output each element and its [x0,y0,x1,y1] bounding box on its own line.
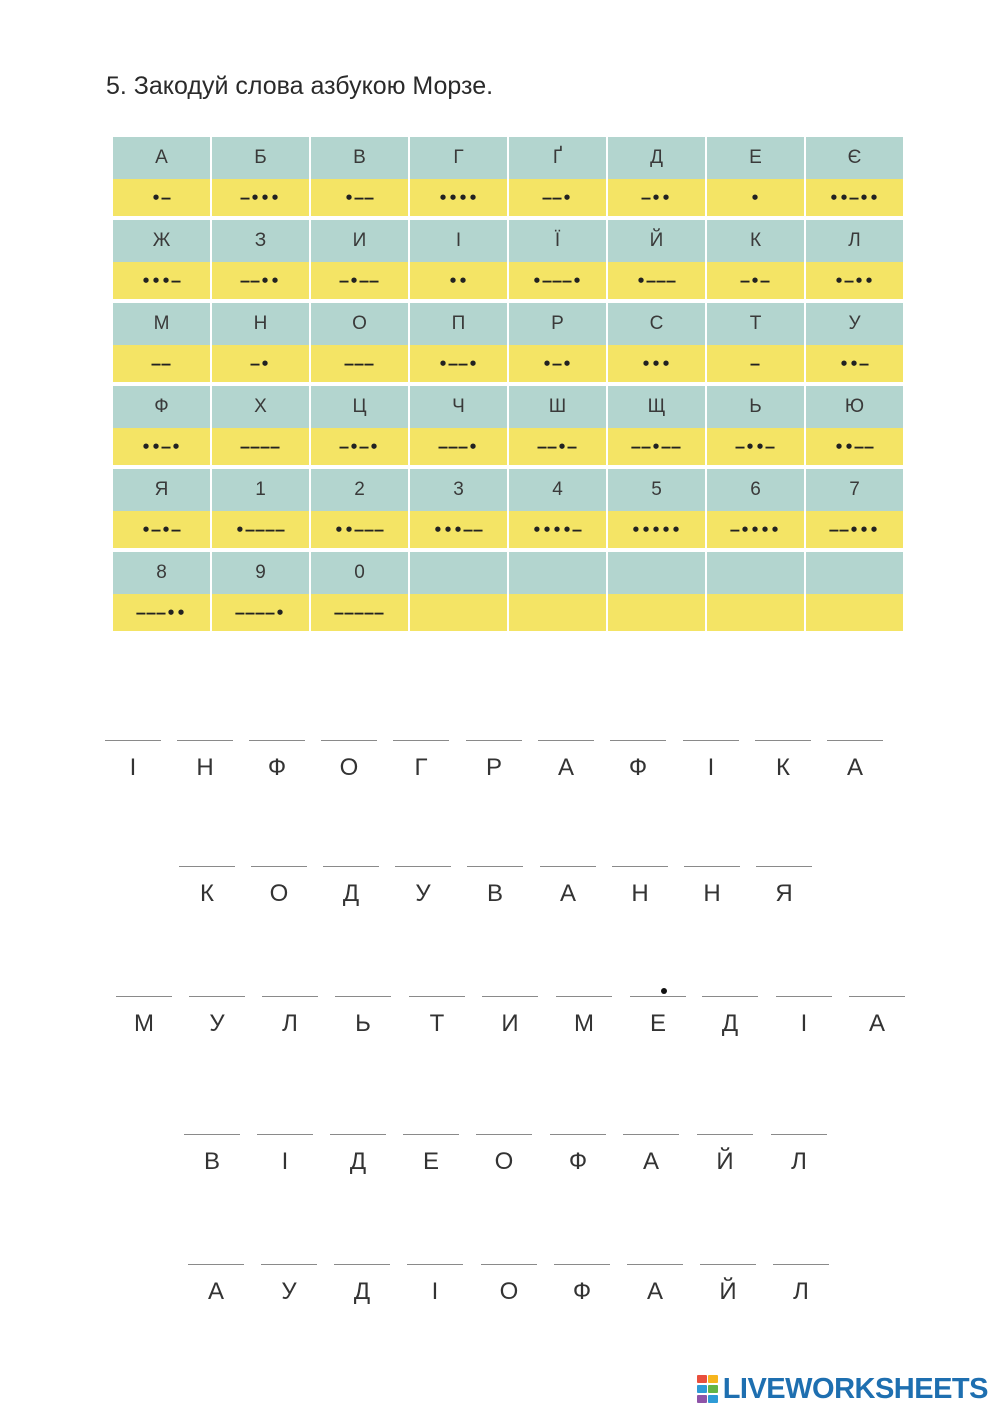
word-letter: І [281,1148,289,1175]
answer-blank[interactable] [684,866,740,867]
answer-blank[interactable] [179,866,235,867]
letter-cell [249,740,305,800]
letter-cell [105,740,161,800]
e-stress-dot [661,988,667,994]
word-letter: Н [703,880,721,907]
answer-blank[interactable] [612,866,668,867]
word-letter: І [431,1278,439,1305]
morse-code-cell: –• [211,345,310,384]
morse-letter-cell: 9 [211,550,310,594]
morse-code-cell: •• [409,262,508,301]
answer-blank[interactable] [407,1264,463,1265]
morse-code-cell: ––•–– [607,428,706,467]
task-title: 5. Закодуй слова азбукою Морзе. [106,72,494,100]
morse-letter-cell: Ь [706,384,805,428]
answer-blank[interactable] [116,996,172,997]
word-letter: У [281,1278,297,1305]
word-row [0,996,1000,1056]
morse-letter-cell: Ф [112,384,211,428]
answer-blank[interactable] [550,1134,606,1135]
letter-cell [700,1264,756,1324]
word-letter: Ф [572,1278,592,1305]
answer-blank[interactable] [251,866,307,867]
letter-cell [407,1264,463,1324]
word-letter: Е [649,1010,666,1037]
letter-cell [116,996,172,1056]
morse-letter-cell: 7 [805,467,904,511]
morse-code-cell: •–– [310,179,409,218]
word-letter: І [129,754,137,781]
morse-letter-cell [508,550,607,594]
liveworksheets-logo [697,1372,988,1406]
morse-code-row [112,179,904,218]
answer-blank[interactable] [321,740,377,741]
word-letter: Р [485,754,502,781]
morse-letter-row [112,550,904,594]
answer-blank[interactable] [403,1134,459,1135]
morse-letter-cell: 4 [508,467,607,511]
letter-cell [550,1134,606,1194]
morse-code-cell: ––•• [211,262,310,301]
morse-letter-cell: К [706,218,805,262]
letter-cell [334,1264,390,1324]
word-letter: О [494,1148,514,1175]
morse-code-cell: •••• [409,179,508,218]
morse-letter-row [112,301,904,345]
morse-code-cell [706,594,805,633]
answer-blank[interactable] [323,866,379,867]
word-letter: Я [775,880,793,907]
answer-blank[interactable] [257,1134,313,1135]
word-letter: К [200,880,214,907]
morse-letter-row [112,137,904,179]
word-letter: О [499,1278,519,1305]
letter-cell [756,866,812,926]
morse-letter-cell: 0 [310,550,409,594]
letter-cell [409,996,465,1056]
word-letter: І [707,754,715,781]
morse-code-cell: ••–•• [805,179,904,218]
answer-blank[interactable] [827,740,883,741]
letter-cell [323,866,379,926]
letter-cell [403,1134,459,1194]
letter-cell [330,1134,386,1194]
word-row [0,1264,1000,1324]
answer-blank[interactable] [771,1134,827,1135]
morse-letter-cell: С [607,301,706,345]
letter-cell [393,740,449,800]
answer-blank[interactable] [409,996,465,997]
letter-cell [179,866,235,926]
letter-cell [612,866,668,926]
answer-blank[interactable] [623,1134,679,1135]
morse-code-cell: •––– [607,262,706,301]
letter-cell [623,1134,679,1194]
letter-cell [481,1264,537,1324]
word-letter: Л [793,1278,809,1305]
word-letter: В [486,880,503,907]
morse-letter-cell: Ї [508,218,607,262]
morse-letter-cell: Я [112,467,211,511]
morse-letter-row [112,384,904,428]
morse-letter-cell: Ж [112,218,211,262]
morse-letter-cell: Ч [409,384,508,428]
morse-letter-cell: 1 [211,467,310,511]
morse-code-cell: ••••– [508,511,607,550]
letter-cell [188,1264,244,1324]
morse-code-cell: •••–– [409,511,508,550]
morse-code-cell: –– [112,345,211,384]
word-letter: К [776,754,790,781]
answer-blank[interactable] [554,1264,610,1265]
morse-code-cell: –•– [706,262,805,301]
answer-blank[interactable] [630,996,686,997]
letter-cell [773,1264,829,1324]
morse-code-cell [607,594,706,633]
word-letter: М [574,1010,594,1037]
word-letter: Г [414,754,428,781]
word-letter: Д [721,1010,739,1037]
answer-blank[interactable] [334,1264,390,1265]
letter-cell [321,740,377,800]
answer-blank[interactable] [105,740,161,741]
morse-letter-cell: О [310,301,409,345]
morse-code-cell: –––•• [112,594,211,633]
word-letter: В [203,1148,220,1175]
morse-letter-cell: Е [706,137,805,179]
word-letter: И [501,1010,519,1037]
morse-code-cell: ••––– [310,511,409,550]
morse-letter-cell: Р [508,301,607,345]
letter-cell [177,740,233,800]
morse-letter-cell: І [409,218,508,262]
answer-blank[interactable] [697,1134,753,1135]
word-letter: А [646,1278,663,1305]
morse-letter-cell: 3 [409,467,508,511]
letter-cell [262,996,318,1056]
morse-code-cell: –•••• [706,511,805,550]
morse-letter-cell: 6 [706,467,805,511]
word-letter: Д [349,1148,367,1175]
answer-blank[interactable] [261,1264,317,1265]
morse-code-table [111,137,904,635]
letter-cell [189,996,245,1056]
letter-cell [630,996,686,1056]
word-letter: А [846,754,863,781]
letter-cell [251,866,307,926]
letter-cell [335,996,391,1056]
answer-blank[interactable] [249,740,305,741]
letter-cell [627,1264,683,1324]
morse-code-cell: •–––• [508,262,607,301]
answer-blank[interactable] [262,996,318,997]
morse-code-cell [805,594,904,633]
morse-code-cell: –••• [211,179,310,218]
morse-code-cell: •––• [409,345,508,384]
word-letter: Е [422,1148,439,1175]
morse-code-cell: –•–– [310,262,409,301]
morse-letter-cell: Д [607,137,706,179]
letter-cell [827,740,883,800]
word-letter: Д [353,1278,371,1305]
morse-letter-cell: Т [706,301,805,345]
answer-blank[interactable] [393,740,449,741]
letter-cell [755,740,811,800]
word-letter: Й [719,1278,737,1305]
answer-blank[interactable] [466,740,522,741]
word-letter: А [557,754,574,781]
letter-cell [556,996,612,1056]
letter-cell [395,866,451,926]
answer-blank[interactable] [776,996,832,997]
answer-blank[interactable] [330,1134,386,1135]
letter-cell [261,1264,317,1324]
morse-letter-cell: Б [211,137,310,179]
morse-code-row [112,262,904,301]
answer-blank[interactable] [177,740,233,741]
morse-code-cell: ••• [607,345,706,384]
liveworksheets-logo-text: LIVEWORKSHEETS [722,1372,988,1405]
morse-code-cell: ––––– [310,594,409,633]
word-letter: А [868,1010,885,1037]
morse-letter-cell [409,550,508,594]
word-letter: А [207,1278,224,1305]
morse-code-cell: •–•• [805,262,904,301]
morse-code-cell: •–• [508,345,607,384]
morse-code-cell [409,594,508,633]
morse-letter-cell: П [409,301,508,345]
morse-letter-cell: Г [409,137,508,179]
word-letter: О [269,880,289,907]
letter-cell [467,866,523,926]
answer-blank[interactable] [773,1264,829,1265]
morse-code-cell: ••– [805,345,904,384]
morse-code-cell: ––•– [508,428,607,467]
morse-letter-row [112,218,904,262]
morse-code-cell: ••••• [607,511,706,550]
morse-code-row [112,428,904,467]
answer-blank[interactable] [482,996,538,997]
letter-cell [702,996,758,1056]
morse-code-cell: •••– [112,262,211,301]
word-row [0,1134,1000,1194]
morse-code-row [112,511,904,550]
word-letter: Л [791,1148,807,1175]
word-letter: О [339,754,359,781]
morse-code-cell: –•–• [310,428,409,467]
morse-letter-cell: А [112,137,211,179]
word-letter: А [559,880,576,907]
answer-blank[interactable] [188,1264,244,1265]
letter-cell [540,866,596,926]
answer-blank[interactable] [538,740,594,741]
letter-cell [482,996,538,1056]
word-letter: Ф [267,754,287,781]
morse-letter-cell: М [112,301,211,345]
morse-code-cell: •–•– [112,511,211,550]
letter-cell [684,866,740,926]
morse-code-row [112,594,904,633]
morse-code-cell: ––––• [211,594,310,633]
morse-letter-cell: У [805,301,904,345]
word-letter: І [800,1010,808,1037]
word-letter: У [415,880,431,907]
letter-cell [610,740,666,800]
letter-cell [849,996,905,1056]
morse-letter-cell [706,550,805,594]
letter-cell [466,740,522,800]
letter-cell [554,1264,610,1324]
morse-letter-cell: Ш [508,384,607,428]
word-letter: Ь [355,1010,371,1037]
morse-letter-cell: Ґ [508,137,607,179]
morse-code-cell: –•• [607,179,706,218]
letter-cell [776,996,832,1056]
answer-blank[interactable] [481,1264,537,1265]
word-letter: Ф [568,1148,588,1175]
word-letter: У [209,1010,225,1037]
morse-code-cell: ••–• [112,428,211,467]
liveworksheets-logo-icon [697,1375,719,1403]
answer-blank[interactable] [335,996,391,997]
word-letter: Т [429,1010,445,1037]
word-letter: Л [282,1010,298,1037]
morse-code-cell: – [706,345,805,384]
morse-letter-cell: И [310,218,409,262]
answer-blank[interactable] [610,740,666,741]
morse-letter-cell: Л [805,218,904,262]
morse-letter-cell [607,550,706,594]
morse-letter-cell: Ц [310,384,409,428]
morse-letter-cell: З [211,218,310,262]
morse-letter-row [112,467,904,511]
morse-letter-cell: Й [607,218,706,262]
answer-blank[interactable] [755,740,811,741]
word-letter: М [134,1010,154,1037]
morse-code-cell [508,594,607,633]
word-letter: Ф [628,754,648,781]
morse-letter-cell: Щ [607,384,706,428]
letter-cell [476,1134,532,1194]
word-letter: Й [716,1148,734,1175]
morse-code-cell: –––– [211,428,310,467]
answer-blank[interactable] [683,740,739,741]
answer-blank[interactable] [540,866,596,867]
answer-blank[interactable] [700,1264,756,1265]
morse-code-cell: –••– [706,428,805,467]
word-row [0,740,1000,800]
morse-letter-cell: 5 [607,467,706,511]
morse-letter-cell: В [310,137,409,179]
morse-code-cell: ••–– [805,428,904,467]
morse-code-cell: • [706,179,805,218]
letter-cell [683,740,739,800]
answer-blank[interactable] [467,866,523,867]
morse-letter-cell: Ю [805,384,904,428]
answer-blank[interactable] [189,996,245,997]
answer-blank[interactable] [395,866,451,867]
word-letter: А [642,1148,659,1175]
morse-code-cell: •–––– [211,511,310,550]
letter-cell [184,1134,240,1194]
answer-blank[interactable] [849,996,905,997]
answer-blank[interactable] [702,996,758,997]
morse-code-cell: ––– [310,345,409,384]
answer-blank[interactable] [184,1134,240,1135]
morse-letter-cell: Х [211,384,310,428]
word-letter: Н [196,754,214,781]
morse-letter-cell: 8 [112,550,211,594]
word-letter: Н [631,880,649,907]
morse-code-cell: •– [112,179,211,218]
letter-cell [771,1134,827,1194]
morse-code-cell: –––• [409,428,508,467]
answer-blank[interactable] [476,1134,532,1135]
letter-cell [257,1134,313,1194]
answer-blank[interactable] [627,1264,683,1265]
letter-cell [538,740,594,800]
answer-blank[interactable] [756,866,812,867]
morse-code-cell: ––• [508,179,607,218]
word-letter: Д [342,880,360,907]
morse-letter-cell: Є [805,137,904,179]
morse-code-row [112,345,904,384]
letter-cell [697,1134,753,1194]
morse-letter-cell: Н [211,301,310,345]
word-row [0,866,1000,926]
morse-code-cell: ––••• [805,511,904,550]
morse-letter-cell: 2 [310,467,409,511]
answer-blank[interactable] [556,996,612,997]
morse-letter-cell [805,550,904,594]
